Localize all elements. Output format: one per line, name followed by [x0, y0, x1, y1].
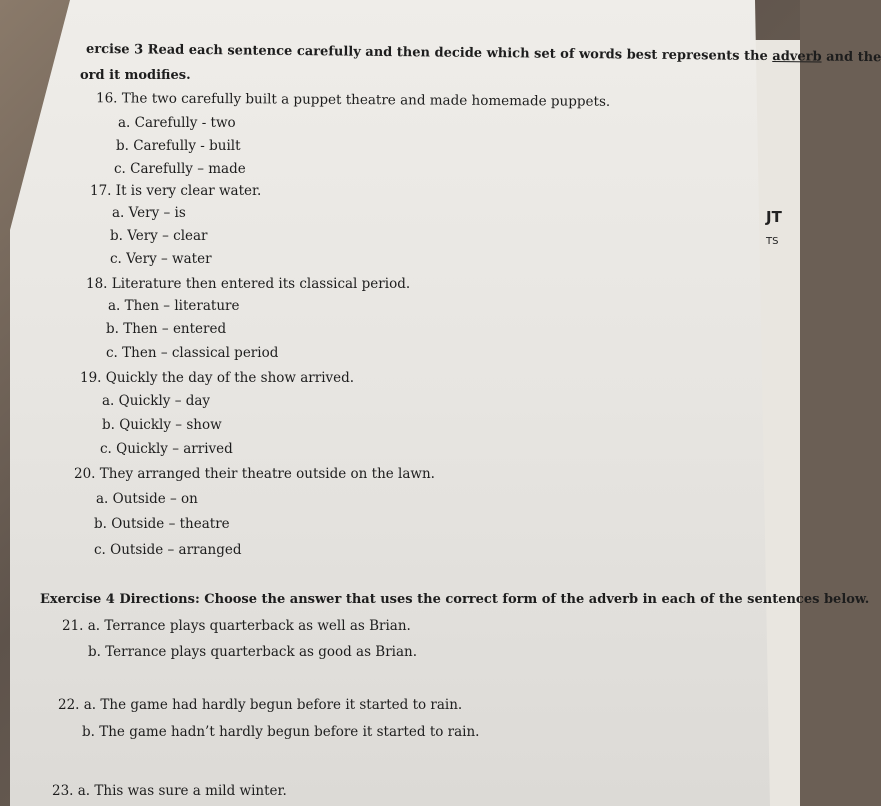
question-17-option-c: c. Very – water — [110, 251, 212, 267]
question-23-option-a: 23. a. This was sure a mild winter. — [52, 783, 287, 799]
question-19-stem: 19. Quickly the day of the show arrived. — [80, 370, 355, 386]
question-18-option-a: a. Then – literature — [108, 298, 240, 314]
exercise3-heading-adverb: adverb — [772, 49, 822, 65]
question-20-option-c: c. Outside – arranged — [94, 542, 242, 558]
question-17-option-b: b. Very – clear — [110, 228, 208, 244]
question-20-option-b: b. Outside – theatre — [94, 516, 230, 532]
question-17-stem: 17. It is very clear water. — [90, 183, 262, 199]
exercise3-heading-prefix: ercise 3 — [85, 41, 144, 58]
question-16-option-b: b. Carefully - built — [116, 138, 241, 154]
question-19-option-a: a. Quickly – day — [102, 393, 211, 409]
question-21-option-a: 21. a. Terrance plays quarterback as well as Brian. — [62, 618, 411, 634]
exercise3-heading-text-1: Read each sentence carefully and then decide which set of words best represents the — [147, 42, 768, 64]
question-17-option-a: a. Very – is — [112, 205, 186, 221]
question-16-option-a: a. Carefully - two — [118, 115, 236, 131]
question-22-option-b: b. The game hadn’t hardly begun before it started to rain. — [82, 724, 480, 740]
question-19-option-b: b. Quickly – show — [102, 417, 222, 433]
edge-mark-bottom: TS — [766, 236, 779, 247]
question-21-option-b: b. Terrance plays quarterback as good as Brian. — [88, 644, 418, 660]
exercise3-heading-text-2: and the — [826, 49, 881, 66]
edge-mark-top: JT — [766, 208, 782, 226]
exercise4-heading: Exercise 4 Directions: Choose the answer that uses the correct form of the adverb in each of the sentences below. — [40, 592, 870, 607]
question-20-option-a: a. Outside – on — [96, 491, 198, 507]
question-22-option-a: 22. a. The game had hardly begun before it started to rain. — [58, 697, 463, 713]
question-18-option-b: b. Then – entered — [106, 321, 227, 337]
question-18-option-c: c. Then – classical period — [106, 345, 279, 361]
question-20-stem: 20. They arranged their theatre outside on the lawn. — [74, 466, 435, 482]
exercise3-heading-line2: ord it modifies. — [80, 68, 191, 83]
question-19-option-c: c. Quickly – arrived — [100, 441, 233, 457]
question-16-stem: 16. The two carefully built a puppet theatre and made homemade puppets. — [95, 90, 611, 110]
question-18-stem: 18. Literature then entered its classical period. — [86, 276, 411, 292]
question-16-option-c: c. Carefully – made — [114, 161, 246, 177]
